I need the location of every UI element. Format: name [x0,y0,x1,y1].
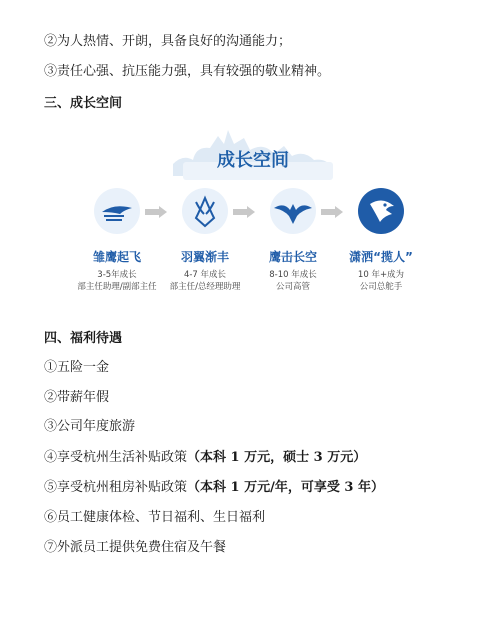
benefit-item [44,509,265,527]
stage-name: 羽翼渐丰 [180,250,229,264]
arrow-right-icon [233,206,255,218]
benefit-emphasis: （本科 1 万元，硕士 3 万元） [187,450,367,465]
stage-years: 4-7 年成长 [183,270,227,280]
stage-commander [341,188,421,293]
benefit-text: ④享受杭州生活补贴政策 [44,450,188,465]
benefit-item [44,418,135,436]
soaring-eagle-icon [270,188,316,234]
benefit-text: ⑥员工健康体检、节日福利、生日福利 [44,510,266,525]
benefit-item [44,539,226,557]
stage-role: 公司总舵手 [359,282,403,292]
stage-name: 雏鹰起飞 [92,250,141,264]
stage-role: 部主任助理/副部主任 [77,282,157,292]
growth-graphic-title: 成长空间 [217,150,289,171]
eagle-head-icon [358,188,404,234]
arrow-right-icon [321,206,343,218]
benefit-item [44,359,109,377]
benefit-text: ②带薪年假 [44,390,110,405]
benefit-item [44,479,384,497]
stage-role: 部主任/总经理助理 [169,282,241,292]
stage-soaring [253,188,333,293]
stage-fledgling [77,188,157,293]
growing-eagle-icon [182,188,228,234]
benefit-emphasis: （本科 1 万元/年，可享受 3 年） [187,480,384,495]
benefit-text: ①五险一金 [44,360,110,375]
requirement-item-3: ③责任心强、抗压能力强，具有较强的敬业精神。 [44,64,331,79]
section-heading-benefits: 四、福利待遇 [44,331,123,346]
benefit-text: ③公司年度旅游 [44,419,136,434]
stage-years: 3-5年成长 [97,270,137,280]
benefit-text: ⑦外派员工提供免费住宿及午餐 [44,540,227,555]
stage-years: 10 年+成为 [357,270,405,280]
benefit-item [44,389,109,407]
benefit-text: ⑤享受杭州租房补贴政策 [44,480,188,495]
growth-space-graphic [78,124,428,320]
benefit-item [44,449,366,467]
stage-name: 鹰击长空 [268,250,317,264]
stage-growing [165,188,245,293]
arrow-right-icon [145,206,167,218]
fledgling-eagle-icon [94,188,140,234]
section-heading-growth: 三、成长空间 [44,96,123,111]
stage-role: 公司高管 [275,282,310,292]
stage-name: 潇洒“揽人” [349,250,413,264]
requirement-item-2: ②为人热情、开朗，具备良好的沟通能力； [44,34,292,49]
stage-years: 8-10 年成长 [269,270,317,280]
